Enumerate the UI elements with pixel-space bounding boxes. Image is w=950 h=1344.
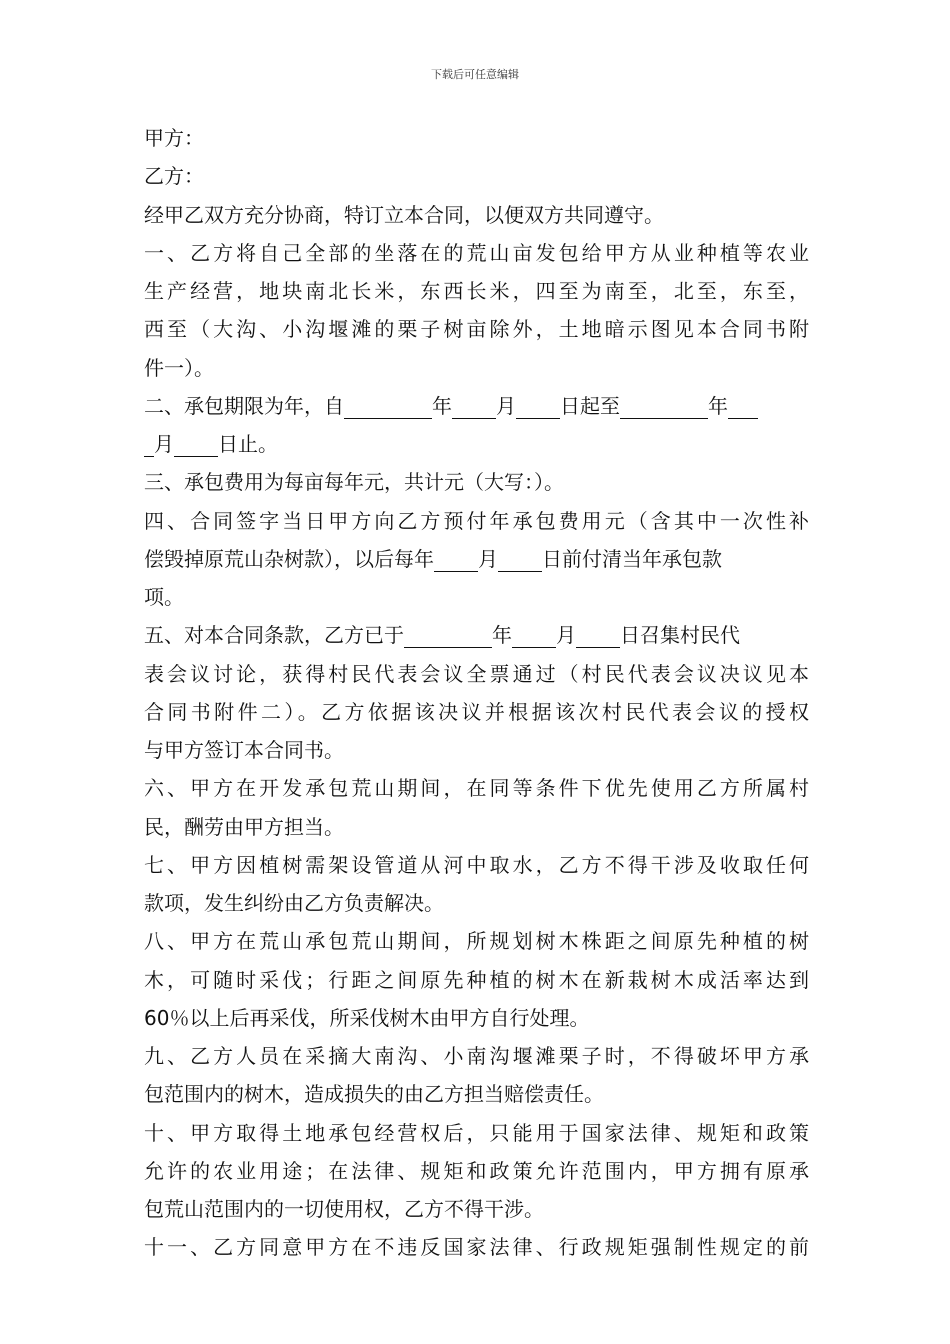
end-month-blank-part-2[interactable] <box>144 432 154 457</box>
meeting-day-blank[interactable] <box>576 623 620 648</box>
payment-month-blank[interactable] <box>434 547 478 572</box>
clause-11-line-1: 十一、乙方同意甲方在不违反国家法律、行政规矩强制性规定的前 <box>144 1235 809 1260</box>
month-label: 月 <box>496 393 516 418</box>
clause-5-line-4: 与甲方签订本合同书。 <box>144 738 344 762</box>
month-label: 月 <box>154 432 174 456</box>
clause-9-line-2: 包范围内的树木，造成损失的由乙方担当赔偿责任。 <box>144 1082 604 1107</box>
start-year-blank[interactable] <box>344 394 432 419</box>
year-label: 年 <box>708 393 728 418</box>
end-label: 日止。 <box>218 432 278 456</box>
clause-1-line-2: 生产经营，地块南北长米，东西长米，四至为南至，北至，东至， <box>144 279 809 303</box>
party-a-line: 甲方： <box>144 126 204 150</box>
payment-deadline-text: 日前付清当年承包款 <box>542 546 722 571</box>
clause-5-line-1 <box>144 616 809 654</box>
clause-1-line-4: 件一）。 <box>144 355 214 380</box>
clause-9-line-1: 九、乙方人员在采摘大南沟、小南沟堰滩栗子时，不得破坏甲方承 <box>144 1044 809 1068</box>
start-month-blank[interactable] <box>452 394 496 419</box>
page-header: 下载后可任意编辑 <box>431 68 519 81</box>
month-label: 月 <box>478 546 498 571</box>
end-day-blank[interactable] <box>174 432 218 457</box>
clause-2-line-2 <box>144 425 809 463</box>
clause-8-line-1: 八、甲方在荒山承包荒山期间，所规划树木株距之间原先种植的树 <box>144 929 809 954</box>
clause-8-line-2: 木，可随时采伐；行距之间原先种植的树木在新栽树木成活率达到 <box>144 967 809 992</box>
clause-6-line-2: 民，酬劳由甲方担当。 <box>144 814 344 839</box>
clause-10-line-1: 十、甲方取得土地承包经营权后，只能用于国家法律、规矩和政策 <box>144 1120 809 1145</box>
clause-4-line-1: 四、合同签字当日甲方向乙方预付年承包费用元（含其中一次性补 <box>144 508 809 533</box>
clause-4-line-3: 项。 <box>144 585 184 609</box>
contract-body <box>144 119 809 1267</box>
clause-7-line-2: 款项，发生纠纷由乙方负责解决。 <box>144 891 444 915</box>
end-month-blank-part-1[interactable] <box>728 394 758 419</box>
meeting-text: 日召集村民代 <box>620 623 740 648</box>
clause-5-line-3: 合同书附件二）。乙方依据该决议并根据该次村民代表会议的授权 <box>144 699 809 724</box>
meeting-month-blank[interactable] <box>512 623 556 648</box>
year-label: 年 <box>492 623 512 648</box>
clause-10-line-3: 包荒山范围内的一切使用权，乙方不得干涉。 <box>144 1197 544 1221</box>
clause-4-line-2 <box>144 540 809 578</box>
clause-4-text: 偿毁掉原荒山杂树款），以后每年 <box>144 546 434 571</box>
clause-1-line-1: 一、乙方将自己全部的坐落在的荒山亩发包给甲方从业种植等农业 <box>144 240 809 265</box>
clause-5-line-2: 表会议讨论，获得村民代表会议全票通过（村民代表会议决议见本 <box>144 661 809 686</box>
preamble-line: 经甲乙双方充分协商，特订立本合同，以便双方共同遵守。 <box>144 202 664 227</box>
start-day-blank[interactable] <box>516 394 560 419</box>
clause-10-line-2: 允许的农业用途；在法律、规矩和政策允许范围内，甲方拥有原承 <box>144 1158 809 1183</box>
party-b-line: 乙方： <box>144 164 204 189</box>
clause-2-text: 二、承包期限为年，自 <box>144 393 344 418</box>
clause-5-text: 五、对本合同条款，乙方已于 <box>144 623 404 648</box>
clause-6-line-1: 六、甲方在开发承包荒山期间，在同等条件下优先使用乙方所属村 <box>144 776 809 801</box>
clause-3-line: 三、承包费用为每亩每年元，共计元（大写：）。 <box>144 470 564 495</box>
clause-7-line-1: 七、甲方因植树需架设管道从河中取水，乙方不得干涉及收取任何 <box>144 852 809 877</box>
year-label: 年 <box>432 393 452 418</box>
month-label: 月 <box>556 623 576 648</box>
payment-day-blank[interactable] <box>498 547 542 572</box>
from-to-label: 日起至 <box>560 393 620 418</box>
clause-1-line-3: 西至（大沟、小沟堰滩的栗子树亩除外，土地暗示图见本合同书附 <box>144 317 809 342</box>
clause-8-line-3: 60％以上后再采伐，所采伐树木由甲方自行处理。 <box>144 1005 590 1030</box>
clause-2-line-1 <box>144 387 809 425</box>
end-year-blank[interactable] <box>620 394 708 419</box>
meeting-year-blank[interactable] <box>404 623 492 648</box>
